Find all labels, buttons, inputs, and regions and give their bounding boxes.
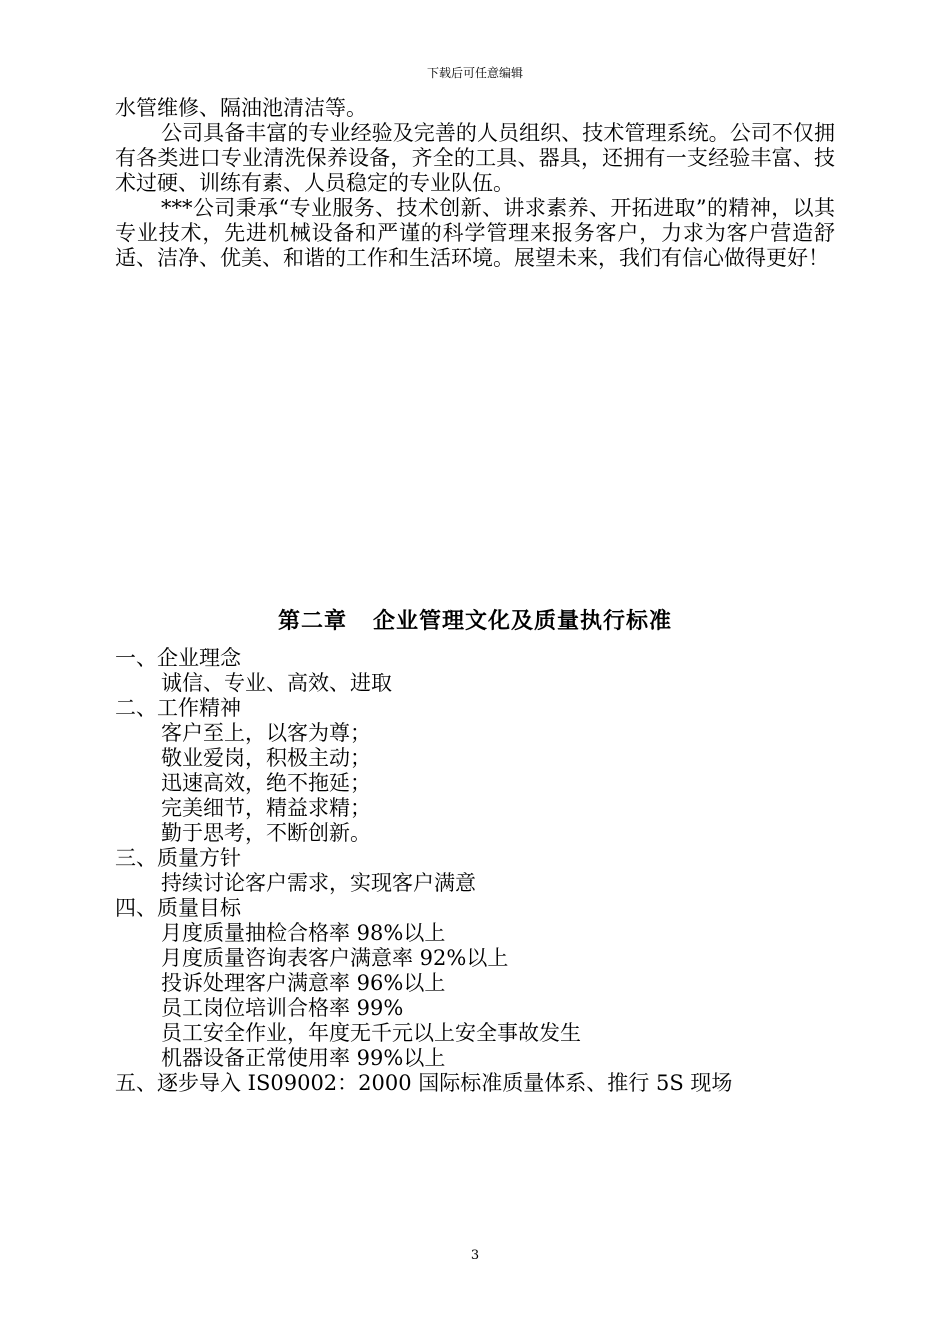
intro-text (115, 96, 835, 271)
section-heading: 一、企业理念 (115, 646, 241, 670)
list-item: 完美细节，精益求精； (161, 796, 371, 820)
paragraph: 公司具备丰富的专业经验及完善的人员组织、技术管理系统。公司不仅拥有各类进口专业清洗保养设备，齐全的工具、器具，还拥有一支经验丰富、技术过硬、训练有素、人员稳定的专业队伍。 (115, 121, 835, 195)
list-item: 员工安全作业，年度无千元以上安全事故发生 (161, 1021, 581, 1045)
page-header: 下载后可任意编辑 (426, 66, 523, 80)
list-item: 员工岗位培训合格率 99% (161, 996, 404, 1020)
paragraph: 水管维修、隔油池清洁等。 (115, 96, 367, 120)
list-item: 客户至上，以客为尊； (161, 721, 371, 745)
section-heading: 三、质量方针 (115, 846, 241, 870)
list-item: 持续讨论客户需求，实现客户满意 (161, 871, 476, 895)
list-item: 勤于思考，不断创新。 (161, 821, 371, 845)
list-item: 月度质量抽检合格率 98%以上 (161, 921, 446, 945)
section-heading: 四、质量目标 (115, 896, 241, 920)
list-item: 机器设备正常使用率 99%以上 (161, 1046, 446, 1070)
list-item: 投诉处理客户满意率 96%以上 (161, 971, 446, 995)
list-item: 月度质量咨询表客户满意率 92%以上 (161, 946, 509, 970)
section-heading: 二、工作精神 (115, 696, 241, 720)
paragraph: ***公司秉承“专业服务、技术创新、讲求素养、开拓进取”的精神，以其专业技术，先进机械设备和严谨的科学管理来报务客户，力求为客户营造舒适、洁净、优美、和谐的工作和生活环境。展望未来，我们有信心做得更好！ (115, 196, 835, 270)
page-number: 3 (470, 1248, 480, 1263)
list-item: 诚信、专业、高效、进取 (161, 671, 392, 695)
list-item: 迅速高效，绝不拖延； (161, 771, 371, 795)
chapter-title: 第二章 企业管理文化及质量执行标准 (278, 609, 672, 634)
list-item: 敬业爱岗，积极主动； (161, 746, 371, 770)
section-heading: 五、逐步导入 IS09002：2000 国际标准质量体系、推行 5S 现场 (115, 1071, 733, 1095)
chapter-outline (115, 646, 835, 1096)
